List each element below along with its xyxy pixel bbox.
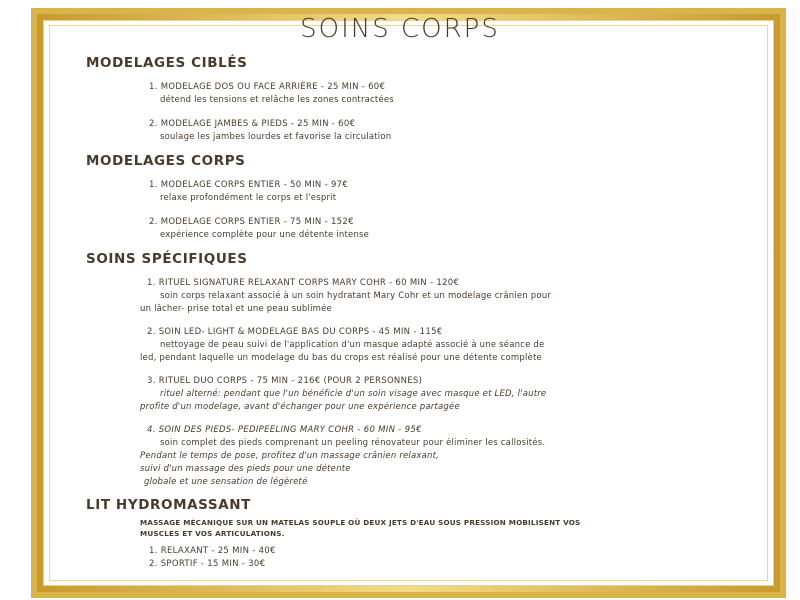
section-title-modelages-cibles: MODELAGES CIBLÉS xyxy=(86,55,248,71)
item-description: Pendant le temps de pose, profitez d'un massage crânien relaxant, xyxy=(140,451,440,461)
item-description: un lâcher- prise total et une peau sublimée xyxy=(140,304,332,314)
item-title: MODELAGE JAMBES & PIEDS - 25 MIN - 60€ xyxy=(160,119,356,129)
item-title: RITUEL SIGNATURE RELAXANT CORPS MARY COHR - 60 MIN - 120€ xyxy=(158,278,460,288)
item-number: 2. xyxy=(149,559,158,569)
item-title: MODELAGE DOS OU FACE ARRIÈRE - 25 MIN - 60€ xyxy=(160,82,386,92)
list-item xyxy=(149,82,385,92)
item-description: soin complet des pieds comprenant un peeling rénovateur pour éliminer les callosités. xyxy=(160,438,546,448)
item-description: expérience complète pour une détente intense xyxy=(160,230,370,240)
item-description: soulage les jambes lourdes et favorise la circulation xyxy=(160,132,392,142)
item-number: 1. xyxy=(149,82,158,92)
item-number: 2. xyxy=(149,217,158,227)
list-item xyxy=(147,425,422,435)
item-description: détend les tensions et relâche les zones contractées xyxy=(160,95,394,105)
list-item xyxy=(149,217,354,227)
list-item xyxy=(147,278,459,288)
item-number: 3. xyxy=(147,376,156,386)
item-title: SPORTIF - 15 MIN - 30€ xyxy=(160,559,266,569)
section-title-modelages-corps: MODELAGES CORPS xyxy=(86,153,246,169)
list-item xyxy=(149,546,276,556)
item-description: relaxe profondément le corps et l'esprit xyxy=(160,193,337,203)
item-number: 1. xyxy=(147,278,156,288)
lit-intro: MASSAGE MÉCANIQUE SUR UN MATELAS SOUPLE OÙ DEUX JETS D'EAU SOUS PRESSION MOBILISENT VOS xyxy=(140,518,581,527)
item-number: 1. xyxy=(149,546,158,556)
item-description: rituel alterné: pendant que l'un bénéficie d'un soin visage avec masque et LED, l'autre xyxy=(160,389,547,399)
item-description: globale et une sensation de légèreté xyxy=(144,477,308,487)
list-item xyxy=(149,180,348,190)
item-description: soin corps relaxant associé à un soin hydratant Mary Cohr et un modelage crânien pour xyxy=(160,291,552,301)
section-title-soins-specifiques: SOINS SPÉCIFIQUES xyxy=(86,251,248,267)
item-title: RITUEL DUO CORPS - 75 MIN - 216€ (POUR 2 PERSONNES) xyxy=(158,376,423,386)
item-description: nettoyage de peau suivi de l'application d'un masque adapté associé à une séance de xyxy=(160,340,545,350)
page-title: SOINS CORPS xyxy=(300,14,500,44)
list-item xyxy=(149,559,265,569)
lit-intro: MUSCLES ET VOS ARTICULATIONS. xyxy=(140,529,285,538)
item-description: suivi d'un massage des pieds pour une détente xyxy=(140,464,351,474)
item-number: 4. xyxy=(147,425,156,435)
item-title: SOIN LED- LIGHT & MODELAGE BAS DU CORPS - 45 MIN - 115€ xyxy=(158,327,443,337)
list-item xyxy=(147,327,443,337)
item-title: MODELAGE CORPS ENTIER - 50 MIN - 97€ xyxy=(160,180,349,190)
item-number: 2. xyxy=(147,327,156,337)
list-item xyxy=(149,119,355,129)
item-description: profite d'un modelage, avant d'échanger pour une expérience partagée xyxy=(140,402,460,412)
item-number: 2. xyxy=(149,119,158,129)
list-item xyxy=(147,376,422,386)
item-title: MODELAGE CORPS ENTIER - 75 MIN - 152€ xyxy=(160,217,354,227)
item-title: SOIN DES PIEDS- PEDIPEELING MARY COHR - 60 MIN - 95€ xyxy=(158,425,422,435)
section-title-lit-hydromassant: LIT HYDROMASSANT xyxy=(86,497,251,513)
item-number: 1. xyxy=(149,180,158,190)
item-description: led, pendant laquelle un modelage du bas du crops est réalisé pour une détente complète xyxy=(140,353,542,363)
item-title: RELAXANT - 25 MIN - 40€ xyxy=(160,546,276,556)
